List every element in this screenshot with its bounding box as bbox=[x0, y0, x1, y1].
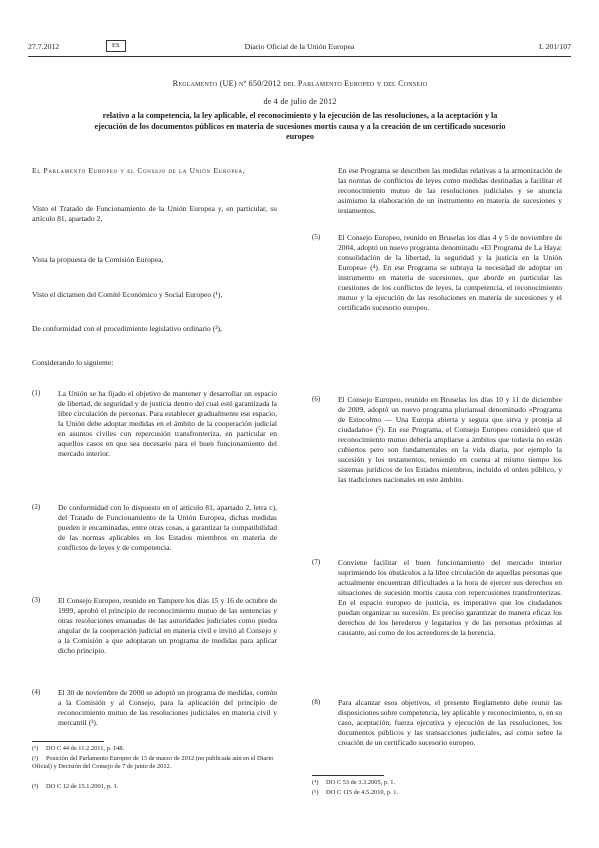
footnote-number: (⁵) bbox=[312, 789, 319, 796]
considering: Considerando lo siguiente: bbox=[32, 358, 114, 367]
recital-number: (5) bbox=[312, 233, 321, 241]
recital-item bbox=[32, 596, 277, 656]
preamble: El Parlamento Europeo y el Consejo de la Unión Europea, bbox=[32, 166, 246, 175]
recital-item bbox=[32, 389, 277, 459]
recital-item bbox=[312, 558, 562, 638]
footnote bbox=[32, 755, 277, 772]
footnote-number: (¹) bbox=[32, 745, 39, 752]
footnote-divider bbox=[32, 741, 104, 742]
footnote-text: DO C 53 de 3.3.2005, p. 1. bbox=[326, 779, 396, 786]
footnote-text: Posición del Parlamento Europeo de 13 de marzo de 2012 (no publicada aún en el Diario Oficial) y Decisión del Consejo de 7 de junio de 2012. bbox=[32, 755, 274, 771]
page-reference: L 201/107 bbox=[539, 42, 571, 51]
recital-number: (3) bbox=[32, 596, 41, 604]
recital-item bbox=[32, 503, 277, 553]
recital-item bbox=[32, 688, 277, 728]
footnote-divider bbox=[312, 775, 384, 776]
footnote bbox=[32, 783, 277, 791]
regulation-title bbox=[100, 79, 500, 107]
language-badge: ES bbox=[106, 40, 126, 52]
recital-item bbox=[312, 395, 562, 485]
recital-number: (7) bbox=[312, 558, 321, 566]
recital-number: (6) bbox=[312, 395, 321, 403]
footnote bbox=[32, 745, 277, 753]
recital-item bbox=[312, 698, 562, 748]
left-column bbox=[32, 166, 277, 806]
recital-text: De conformidad con lo dispuesto en el artículo 81, apartado 2, letra c), del Tratado de Funcionamiento de la Unión Europea, dichas medidas pueden ir encaminadas, entre otras cosas, a garantizar la compatibilidad de las normas aplicables en los Estados miembros en materia de conflictos de leyes y de competencia. bbox=[58, 503, 277, 553]
recital-text: Para alcanzar esos objetivos, el presente Reglamento debe reunir las disposiciones sobre competencia, ley aplicable y reconocimiento, o, en su caso, aceptación, fuerza ejecutiva y ejecución de las resoluciones, los documentos públicos y las transacciones judiciales, así como sobre la creación de un certificado sucesorio europeo. bbox=[338, 698, 562, 748]
recital-number: (8) bbox=[312, 698, 321, 706]
journal-title: Diario Oficial de la Unión Europea bbox=[244, 42, 355, 51]
footnote-number: (³) bbox=[32, 783, 39, 790]
recital-number: (2) bbox=[32, 503, 41, 511]
recital-text: La Unión se ha fijado el objetivo de mantener y desarrollar un espacio de libertad, de seguridad y de justicia dentro del cual esté garantizada la libre circulación de personas. Para establecer gradualmente ese espacio, la Unión debe adoptar medidas en el ámbito de la cooperación judicial en asuntos civiles con repercusión transfronteriza, en particular en aquellos casos en que sea necesario para el buen funcionamiento del mercado interior. bbox=[58, 389, 277, 459]
recital-item bbox=[312, 233, 562, 313]
recital-text: El Consejo Europeo, reunido en Tampere los días 15 y 16 de octubre de 1999, aprobó el principio de reconocimiento mutuo de las sentencias y otras resoluciones emanadas de las autoridades judiciales como piedra angular de la cooperación judicial en materia civil e invitó al Consejo y a la Comisión a que adoptaran un programa de medidas para aplicar dicho principio. bbox=[58, 596, 277, 656]
visto-treaty: Visto el Tratado de Funcionamiento de la Unión Europea y, en particular, su artículo 81, apartado 2, bbox=[32, 204, 277, 224]
footnote-text: DO C 115 de 4.5.2010, p. 1. bbox=[326, 789, 399, 796]
recital-text: En ese Programa se describen las medidas relativas a la armonización de las normas de conflictos de leyes como medidas destinadas a facilitar el reconocimiento mutuo de las resoluciones judiciales y se anuncia asimismo la elaboración de un instrumento en materia de sucesiones y testamentos. bbox=[338, 166, 562, 216]
right-column bbox=[312, 166, 562, 806]
header-divider bbox=[28, 56, 571, 57]
page-header bbox=[28, 42, 571, 54]
regulation-date: de 4 de julio de 2012 bbox=[263, 96, 337, 106]
recital-continuation bbox=[312, 166, 562, 216]
publication-date: 27.7.2012 bbox=[28, 42, 60, 51]
footnote bbox=[312, 789, 562, 797]
visto-opinion: Visto el dictamen del Comité Económico y Social Europeo (¹), bbox=[32, 290, 223, 299]
recital-text: El 30 de noviembre de 2000 se adoptó un programa de medidas, común a la Comisión y al Consejo, para la aplicación del principio de reconocimiento mutuo de las resoluciones judiciales en materia civil y mercantil (³). bbox=[58, 688, 277, 728]
regulation-name: Reglamento (UE) nº 650/2012 del Parlamento Europeo y del Consejo bbox=[172, 79, 428, 88]
footnote bbox=[312, 779, 562, 787]
visto-proposal: Vista la propuesta de la Comisión Europea, bbox=[32, 255, 164, 264]
recital-number: (4) bbox=[32, 688, 41, 696]
visto-procedure: De conformidad con el procedimiento legislativo ordinario (²), bbox=[32, 324, 222, 333]
recital-text: El Consejo Europeo, reunido en Bruselas los días 4 y 5 de noviembre de 2004, adoptó un nuevo programa denominado «El Programa de La Haya: consolidación de la libertad, la seguridad y la justicia en la Unión Europea» (⁴). En ese Programa se subraya la necesidad de adoptar un instrumento en materia de sucesiones, que aborde en particular las cuestiones de los conflictos de leyes, la competencia, el reconocimiento mutuo y la ejecución de las resoluciones en materia de sucesiones y el certificado sucesorio europeo. bbox=[338, 233, 562, 313]
footnote-text: DO C 44 de 11.2.2011, p. 148. bbox=[46, 745, 125, 752]
recital-text: El Consejo Europeo, reunido en Bruselas los días 10 y 11 de diciembre de 2009, adoptó un nuevo programa plurianual denominado «Programa de Estocolmo — Una Europa abierta y segura que sirva y proteja al ciudadano» (⁵). En ese Programa, el Consejo Europeo consideró que el reconocimiento mutuo debería ampliarse a ámbitos que todavía no están cubiertos pero son fundamentales en la vida diaria, por ejemplo la sucesión y los testamentos, teniendo en cuenta al mismo tiempo los sistemas jurídicos de los Estados miembros, incluido el orden público, y las tradiciones nacionales en este ámbito. bbox=[338, 395, 562, 485]
regulation-subtitle: relativo a la competencia, la ley aplicable, el reconocimiento y la ejecución de las resoluciones, a la aceptación y la ejecución de los documentos públicos en materia de sucesiones mortis causa y a la creación de un certificado sucesorio europeo bbox=[94, 111, 506, 141]
footnote-text: DO C 12 de 15.1.2001, p. 1. bbox=[46, 783, 119, 790]
footnote-number: (⁴) bbox=[312, 779, 319, 786]
footnote-number: (²) bbox=[32, 755, 39, 762]
recital-text: Conviene facilitar el buen funcionamiento del mercado interior suprimiendo los obstáculos a la libre circulación de aquellas personas que actualmente encuentran dificultades a la hora de ejercer sus derechos en situaciones de sucesión mortis causa con repercusiones transfronterizas. En el espacio europeo de justicia, es imperativo que los ciudadanos puedan organizar su sucesión. Es preciso garantizar de manera eficaz los derechos de los herederos y legatarios y de las personas próximas al causante, así como de los acreedores de la herencia. bbox=[338, 558, 562, 638]
recital-number: (1) bbox=[32, 389, 41, 397]
